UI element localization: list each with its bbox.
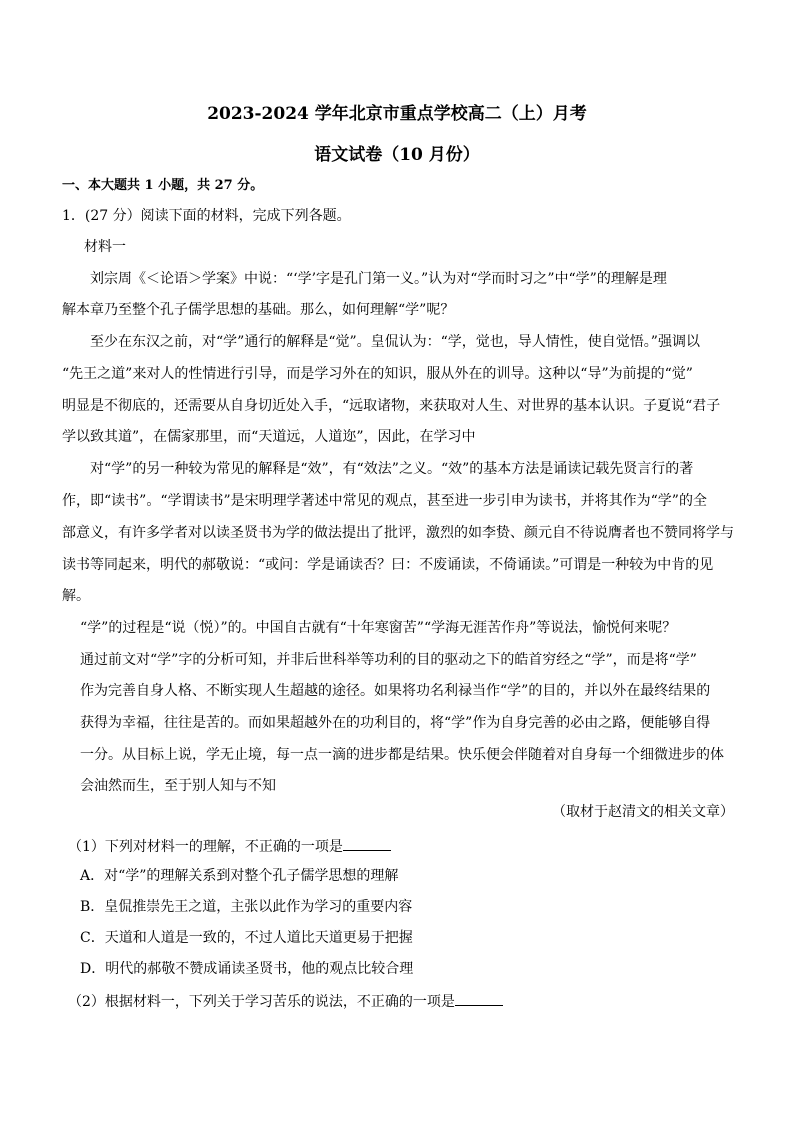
- paragraph-line: 作为完善自身人格、不断实现人生超越的途径。如果将功名利禄当作“学”的目的，并以外在最终结果的: [80, 683, 711, 699]
- paragraph-line: “先王之道”来对人的性情进行引导，而是学习外在的知识，服从外在的训导。这种以“导”为前提的“觉”: [62, 366, 693, 382]
- option-b: B．皇侃推崇先王之道，主张以此作为学习的重要内容: [80, 899, 413, 915]
- material-label: 材料一: [84, 239, 126, 255]
- sub-question-2-stem: （2）根据材料一，下列关于学习苦乐的说法，不正确的一项是: [68, 994, 455, 1010]
- paragraph-line: 通过前文对“学”字的分析可知，并非后世科举等功利的目的驱动之下的皓首穷经之“学”，而是将“学”: [80, 652, 697, 668]
- paragraph-line: 获得为幸福，往往是苦的。而如果超越外在的功利目的，将“学”作为自身完善的必由之路，便能够自得: [80, 715, 711, 731]
- paragraph-line: 解。: [62, 588, 90, 604]
- answer-blank: [455, 991, 503, 1006]
- paragraph-line: 部意义，有许多学者对以读圣贤书为学的做法提出了批评，激烈的如李贽、颜元自不待说膺者也不赞同将学与: [62, 525, 734, 541]
- option-d: D．明代的郝敬不赞成诵读圣贤书，他的观点比较合理: [80, 961, 414, 977]
- paragraph-line: 刘宗周《＜论语＞学案》中说：“‘学’字是孔门第一义。”认为对“学而时习之”中“学”的理解是理: [90, 271, 667, 287]
- paragraph-line: 解本章乃至整个孔子儒学思想的基础。那么，如何理解“学”呢？: [62, 302, 455, 318]
- answer-blank: [343, 836, 391, 851]
- paragraph-line: 作，即“读书”。“学谓读书”是宋明理学著述中常见的观点，甚至进一步引申为读书，并将其作为“学”的全: [62, 493, 707, 509]
- question-intro: 1．(27 分）阅读下面的材料，完成下列各题。: [62, 208, 351, 224]
- exam-subtitle: 语文试卷（10 月份）: [314, 145, 480, 165]
- paragraph-line: 会油然而生，至于别人知与不知: [80, 778, 276, 794]
- paragraph-line: 明显是不彻底的，还需要从自身切近处入手，“远取诸物，来获取对人生、对世界的基本认识。子夏说“君子: [62, 398, 721, 414]
- sub-question-1-stem: （1）下列对材料一的理解，不正确的一项是: [68, 839, 343, 855]
- option-c: C．天道和人道是一致的，不过人道比天道更易于把握: [80, 930, 413, 946]
- paragraph-line: 至少在东汉之前，对“学”通行的解释是“觉”。皇侃认为：“学，觉也，导人情性，使自觉悟。”强调以: [90, 334, 700, 350]
- source-note: （取材于赵清文的相关文章）: [552, 804, 734, 820]
- paragraph-line: 对“学”的另一种较为常见的解释是“效”，有“效法”之义。“效”的基本方法是诵读记载先贤言行的著: [90, 461, 694, 477]
- paragraph-line: 一分。从目标上说，学无止境，每一点一滴的进步都是结果。快乐便会伴随着对自身每一个细微进步的体: [80, 747, 724, 763]
- section-heading: 一、本大题共 1 小题，共 27 分。: [62, 178, 264, 193]
- paragraph-line: “学”的过程是“说（悦）”的。中国自古就有“十年寒窗苦”“学海无涯苦作舟”等说法，愉悦何来呢？: [80, 620, 677, 636]
- sub-question-2: [68, 991, 503, 1011]
- exam-title: 2023-2024 学年北京市重点学校高二（上）月考: [207, 104, 587, 124]
- paragraph-line: 读书等同起来，明代的郝敬说：“或问：学是诵读否？曰：不废诵读，不倚诵读。”可谓是一种较为中肯的见: [62, 557, 714, 573]
- sub-question-1: [68, 836, 391, 856]
- option-a: A．对“学”的理解关系到对整个孔子儒学思想的理解: [80, 868, 399, 884]
- paragraph-line: 学以致其道”，在儒家那里，而“天道远，人道迩”，因此，在学习中: [62, 429, 476, 445]
